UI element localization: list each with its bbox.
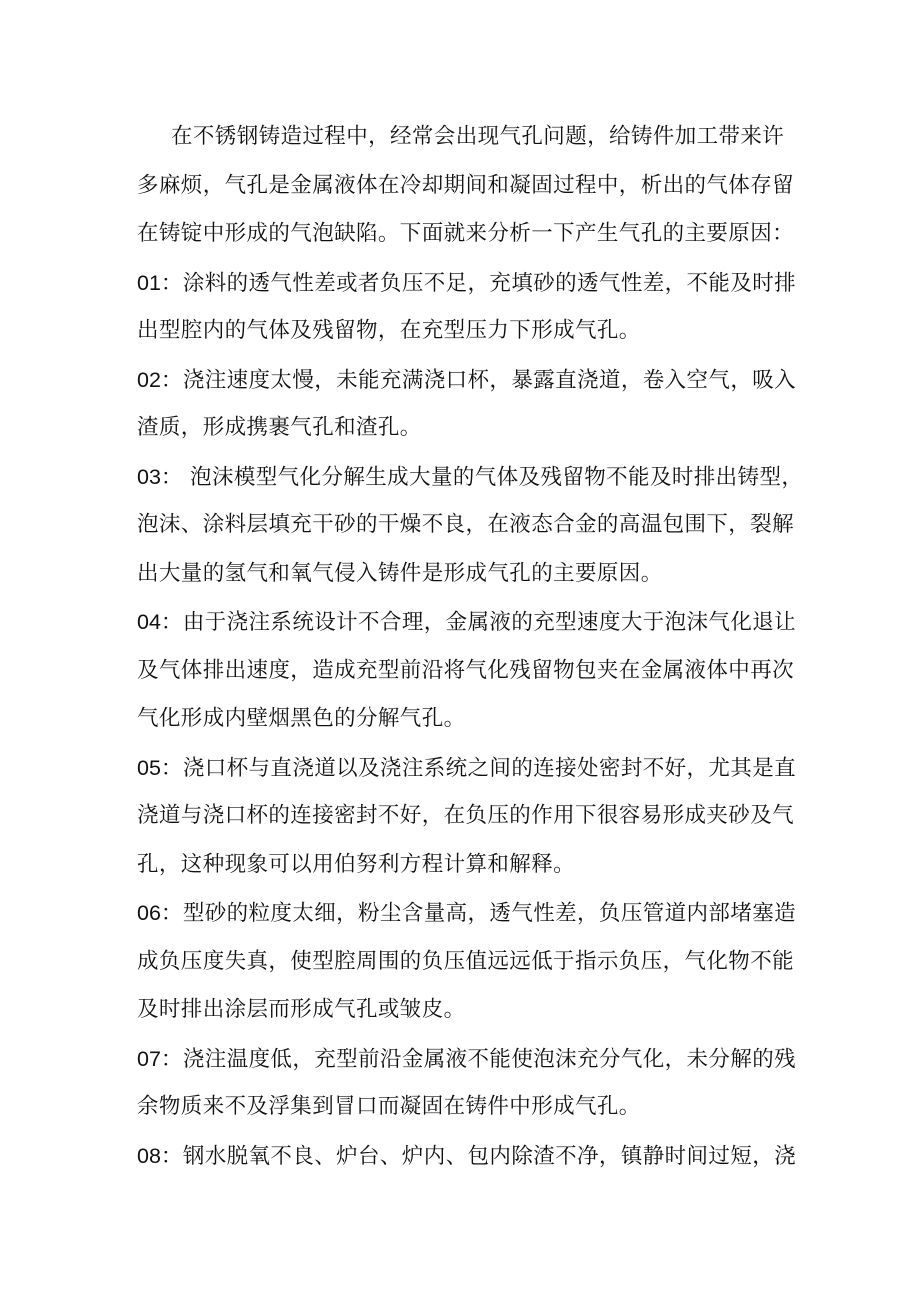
item-07-line: 余物质来不及浮集到冒口而凝固在铸件中形成气孔。 <box>137 1094 641 1119</box>
item-text: ：钢水脱氧不良、炉台、炉内、包内除渣不净，镇静时间过短，浇 <box>160 1143 797 1169</box>
item-number: 02 <box>137 367 161 392</box>
item-text: ：浇口杯与直浇道以及浇注系统之间的连接处密封不好，尤其是直 <box>160 755 797 781</box>
item-05-line: 孔，这种现象可以用伯努利方程计算和解释。 <box>137 851 576 877</box>
item-text: ：浇注速度太慢，未能充满浇口杯，暴露直浇道，卷入空气，吸入 <box>160 367 797 393</box>
intro-line: 在铸锭中形成的气泡缺陷。下面就来分析一下产生气孔的主要原因： <box>137 221 795 246</box>
item-text: ：浇注温度低，充型前沿金属液不能使泡沫充分气化，未分解的残 <box>160 1046 797 1072</box>
item-number: 08 <box>137 1143 161 1168</box>
item-05-line <box>137 744 797 793</box>
document-body <box>137 113 804 1180</box>
item-04-line: 及气体排出速度，造成充型前沿将气化残留物包夹在金属液体中再次 <box>137 657 795 683</box>
item-number: 04 <box>137 610 161 634</box>
item-number: 05 <box>137 755 161 780</box>
item-08-line <box>137 1132 797 1181</box>
item-number: 01 <box>137 270 161 295</box>
item-02-line <box>137 356 797 405</box>
item-03-line: 出大量的氢气和氧气侵入铸件是形成气孔的主要原因。 <box>137 560 663 586</box>
item-number: 03 <box>137 464 161 489</box>
item-03-line: 泡沫、涂料层填充干砂的干燥不良，在液态合金的高温包围下，裂解 <box>137 512 795 537</box>
intro-line: 在不锈钢铸造过程中，经常会出现气孔问题，给铸件加工带来许 <box>171 124 785 149</box>
item-07-line <box>137 1035 797 1084</box>
item-04-line: 气化形成内壁烟黑色的分解气孔。 <box>137 706 466 731</box>
item-text: ：型砂的粒度太细，粉尘含量高，透气性差，负压管道内部堵塞造 <box>160 901 797 926</box>
item-03-line <box>137 453 804 502</box>
item-text: ： 泡沫模型气化分解生成大量的气体及残留物不能及时排出铸型， <box>160 464 804 490</box>
item-04-line <box>137 598 797 647</box>
item-text: ：由于浇注系统设计不合理，金属液的充型速度大于泡沫气化退让 <box>160 610 797 635</box>
item-06-line: 及时排出涂层而形成气孔或皱皮。 <box>137 997 466 1022</box>
item-02-line: 渣质，形成携裹气孔和渣孔。 <box>137 415 422 440</box>
item-number: 07 <box>137 1046 161 1071</box>
item-01-line <box>137 259 797 308</box>
item-05-line: 浇道与浇口杯的连接密封不好，在负压的作用下很容易形成夹砂及气 <box>137 803 795 828</box>
intro-line: 多麻烦，气孔是金属液体在冷却期间和凝固过程中，析出的气体存留 <box>137 172 795 198</box>
item-number: 06 <box>137 901 161 925</box>
item-06-line <box>137 889 797 938</box>
item-01-line: 出型腔内的气体及残留物，在充型压力下形成气孔。 <box>137 318 641 343</box>
item-06-line: 成负压度失真，使型腔周围的负压值远远低于指示负压，气化物不能 <box>137 948 795 974</box>
item-text: ：涂料的透气性差或者负压不足，充填砂的透气性差，不能及时排 <box>160 270 797 296</box>
